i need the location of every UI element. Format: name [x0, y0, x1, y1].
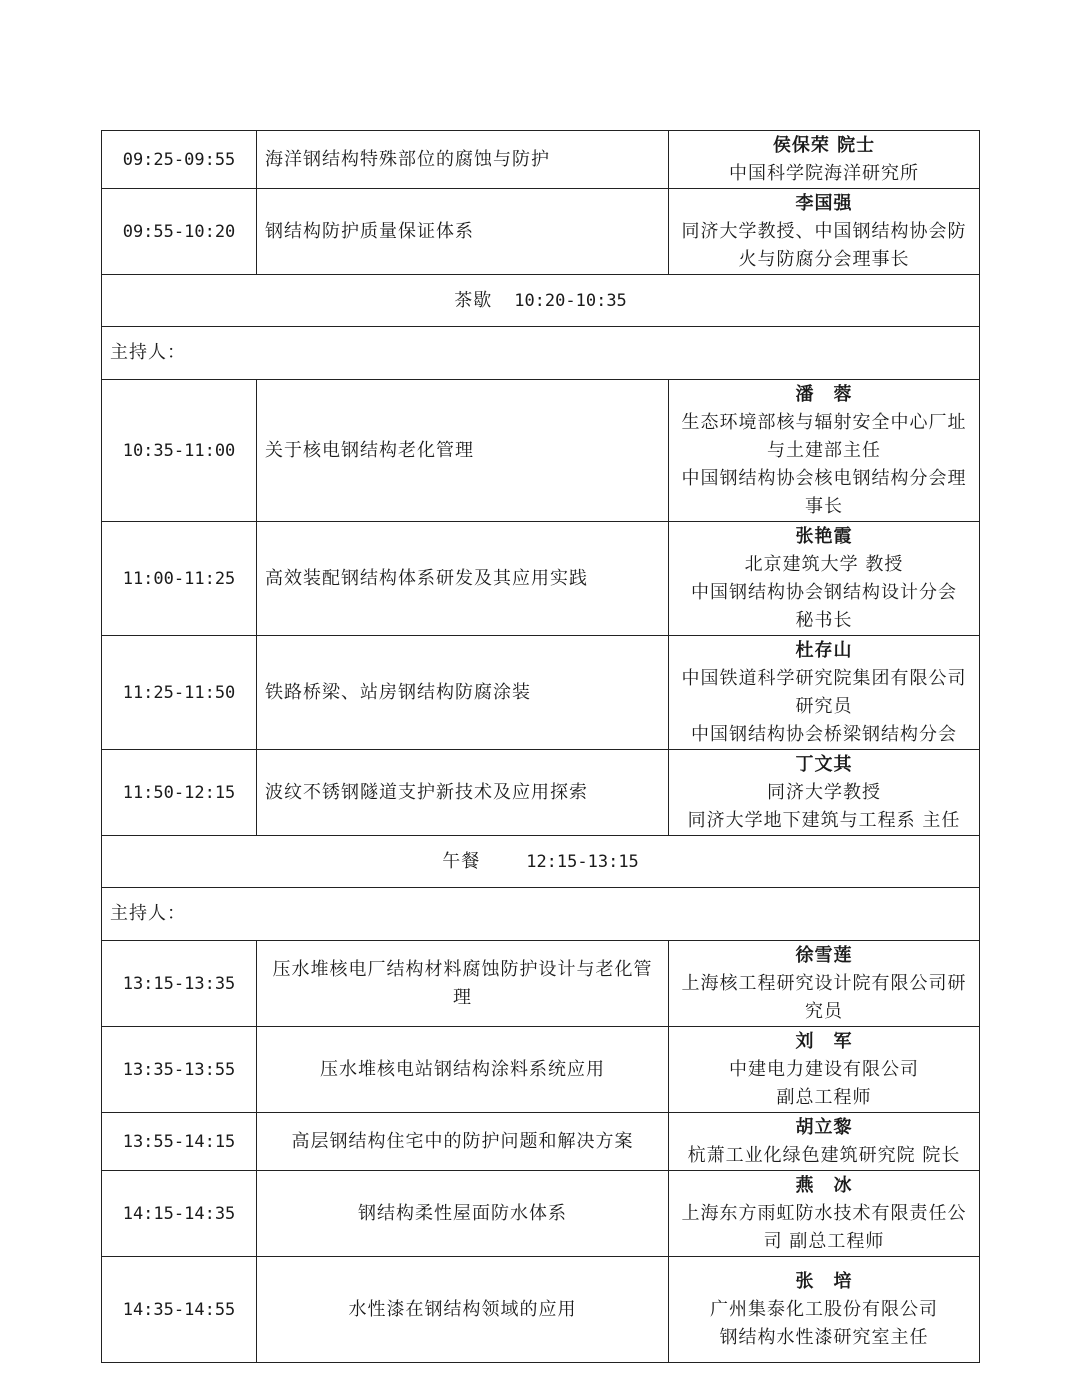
speaker-cell: [669, 941, 980, 1027]
speaker-name: 张 培: [795, 1270, 853, 1292]
table-row: [102, 131, 980, 189]
table-row: [102, 380, 980, 522]
speaker-cell: [669, 131, 980, 189]
break-cell: [102, 836, 980, 888]
session-topic: 水性漆在钢结构领域的应用: [257, 1257, 669, 1363]
speaker-affiliation: 同济大学地下建筑与工程系 主任: [687, 809, 961, 831]
speaker-affiliation: 究员: [805, 1000, 843, 1022]
session-time: 09:55-10:20: [102, 189, 257, 275]
session-time: 14:15-14:35: [102, 1171, 257, 1257]
host-row: [102, 888, 980, 941]
speaker-affiliation: 同济大学教授: [767, 781, 881, 803]
speaker-affiliation: 火与防腐分会理事长: [738, 248, 910, 270]
topic-line: 压水堆核电厂结构材料腐蚀防护设计与老化管: [272, 958, 653, 980]
session-time: 11:00-11:25: [102, 522, 257, 636]
host-row: [102, 327, 980, 380]
session-time: 14:35-14:55: [102, 1257, 257, 1363]
table-row: [102, 522, 980, 636]
session-time: 11:25-11:50: [102, 636, 257, 750]
table-row: [102, 941, 980, 1027]
topic-line: 理: [453, 986, 472, 1008]
speaker-affiliation: 秘书长: [795, 609, 853, 631]
session-topic: 钢结构柔性屋面防水体系: [257, 1171, 669, 1257]
session-topic: 海洋钢结构特殊部位的腐蚀与防护: [257, 131, 669, 189]
table-row: [102, 1113, 980, 1171]
session-time: 13:35-13:55: [102, 1027, 257, 1113]
speaker-name: 侯保荣 院士: [772, 134, 876, 156]
break-time: 12:15-13:15: [526, 851, 639, 872]
speaker-cell: [669, 522, 980, 636]
speaker-cell: [669, 1257, 980, 1363]
speaker-name: 丁文其: [795, 753, 853, 775]
session-topic: [257, 941, 669, 1027]
speaker-affiliation: 事长: [805, 495, 843, 517]
table-row: [102, 1171, 980, 1257]
session-topic: 关于核电钢结构老化管理: [257, 380, 669, 522]
speaker-cell: [669, 636, 980, 750]
speaker-name: 李国强: [795, 192, 853, 214]
host-label: 主持人：: [102, 327, 980, 380]
table-row: [102, 636, 980, 750]
speaker-name: 张艳霞: [795, 525, 853, 547]
speaker-cell: [669, 380, 980, 522]
session-topic: 波纹不锈钢隧道支护新技术及应用探索: [257, 750, 669, 836]
table-row: [102, 750, 980, 836]
speaker-cell: [669, 1027, 980, 1113]
speaker-affiliation: 上海东方雨虹防水技术有限责任公: [681, 1202, 967, 1224]
speaker-affiliation: 中国钢结构协会钢结构设计分会: [691, 581, 957, 603]
speaker-name: 徐雪莲: [795, 944, 853, 966]
session-topic: 高效装配钢结构体系研发及其应用实践: [257, 522, 669, 636]
speaker-affiliation: 广州集泰化工股份有限公司: [710, 1298, 938, 1320]
speaker-affiliation: 中国铁道科学研究院集团有限公司: [681, 667, 967, 689]
speaker-affiliation: 中建电力建设有限公司: [729, 1058, 919, 1080]
table-row: [102, 1257, 980, 1363]
speaker-affiliation: 与土建部主任: [767, 439, 881, 461]
session-topic: 压水堆核电站钢结构涂料系统应用: [257, 1027, 669, 1113]
speaker-cell: [669, 1113, 980, 1171]
speaker-affiliation: 司 副总工程师: [763, 1230, 885, 1252]
speaker-affiliation: 中国钢结构协会桥梁钢结构分会: [691, 723, 957, 745]
speaker-affiliation: 研究员: [795, 695, 853, 717]
speaker-affiliation: 中国钢结构协会核电钢结构分会理: [681, 467, 967, 489]
break-label: 午餐: [442, 850, 481, 872]
session-topic: 钢结构防护质量保证体系: [257, 189, 669, 275]
session-topic: 铁路桥梁、站房钢结构防腐涂装: [257, 636, 669, 750]
table-row: [102, 189, 980, 275]
break-time: 10:20-10:35: [514, 290, 627, 311]
break-label: 茶歇: [454, 289, 493, 311]
session-time: 11:50-12:15: [102, 750, 257, 836]
host-label: 主持人：: [102, 888, 980, 941]
speaker-cell: [669, 750, 980, 836]
speaker-cell: [669, 1171, 980, 1257]
session-time: 13:15-13:35: [102, 941, 257, 1027]
break-row: [102, 275, 980, 327]
speaker-affiliation: 杭萧工业化绿色建筑研究院 院长: [687, 1144, 961, 1166]
session-topic: 高层钢结构住宅中的防护问题和解决方案: [257, 1113, 669, 1171]
session-time: 13:55-14:15: [102, 1113, 257, 1171]
speaker-name: 潘 蓉: [795, 383, 853, 405]
session-time: 09:25-09:55: [102, 131, 257, 189]
speaker-affiliation: 生态环境部核与辐射安全中心厂址: [681, 411, 967, 433]
speaker-name: 刘 军: [795, 1030, 853, 1052]
speaker-affiliation: 同济大学教授、中国钢结构协会防: [681, 220, 967, 242]
speaker-name: 燕 冰: [795, 1174, 853, 1196]
speaker-affiliation: 钢结构水性漆研究室主任: [719, 1326, 929, 1348]
speaker-affiliation: 北京建筑大学 教授: [744, 553, 904, 575]
table-row: [102, 1027, 980, 1113]
session-time: 10:35-11:00: [102, 380, 257, 522]
speaker-affiliation: 副总工程师: [776, 1086, 872, 1108]
speaker-affiliation: 上海核工程研究设计院有限公司研: [681, 972, 967, 994]
speaker-name: 胡立黎: [795, 1116, 853, 1138]
break-row: [102, 836, 980, 888]
speaker-name: 杜存山: [795, 639, 853, 661]
speaker-affiliation: 中国科学院海洋研究所: [729, 162, 919, 184]
break-cell: [102, 275, 980, 327]
schedule-table: [101, 130, 980, 1363]
speaker-cell: [669, 189, 980, 275]
